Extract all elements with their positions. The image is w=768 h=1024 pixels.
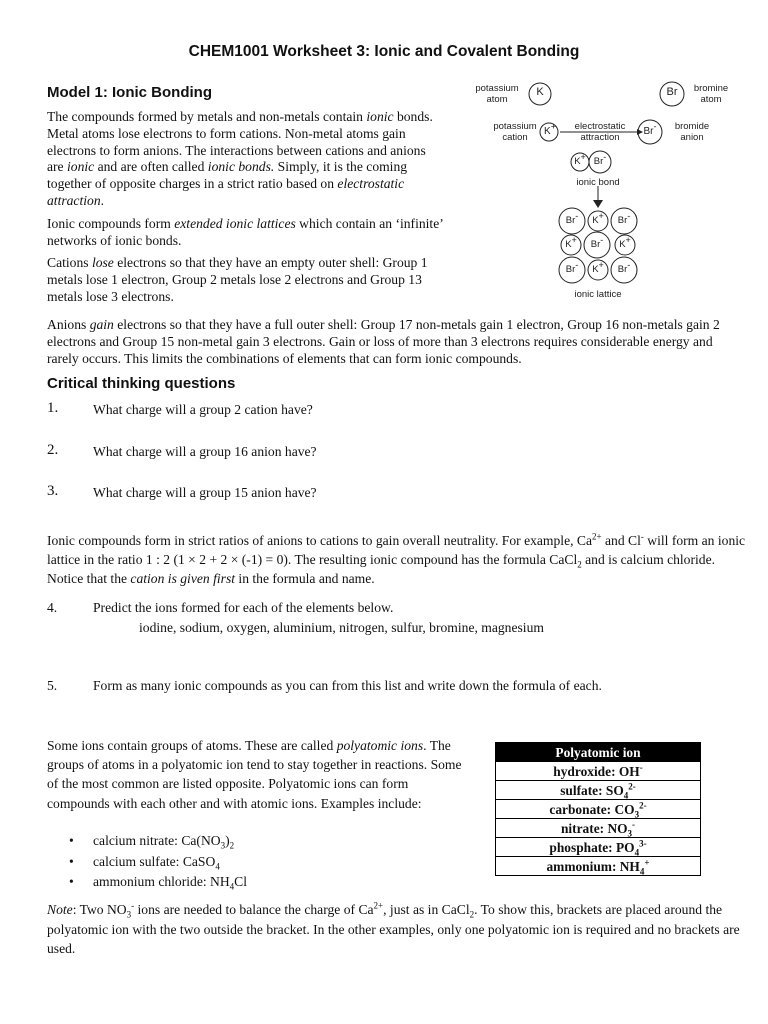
example-calcium-sulfate: • calcium sulfate: CaSO$_4$ [47,852,472,873]
bromine-atom-label: bromine atom [693,83,729,105]
table-row: nitrate: $NO_3^-$ [496,819,701,838]
table-row: phosphate: $PO_4^{3-}$ [496,838,701,857]
note-paragraph: Note: Two $NO_3^-$ ions are needed to balance the charge of $Ca^{2+}$, just as in CaCl$_2$. To show this, brackets are placed around the polyatomic ion with the two outside the bracket. In the other examples, only one polyatomic ion is required and no brackets are used. [47,900,740,956]
question-4-elements: iodine, sodium, oxygen, aluminium, nitrogen, sulfur, bromine, magnesium [139,620,544,635]
ionic-bonding-svg [465,78,755,308]
lattice-br: Br- [590,234,604,250]
question-4-number: 4. [47,600,58,615]
lattice-k: K+ [565,234,577,250]
question-3-number: 3. [47,483,59,499]
question-4-text: Predict the ions formed for each of the elements below. [93,600,394,615]
lattice-k: K+ [592,210,604,226]
bond-k-symbol: K+ [574,151,586,167]
question-1-text: What charge will a group 2 cation have? [93,402,313,417]
table-header: Polyatomic ion [496,743,701,762]
question-2-number: 2. [47,442,59,458]
lattice-br: Br- [617,259,631,275]
lattice-k: K+ [592,259,604,275]
bromine-symbol: Br [666,86,678,98]
ionic-lattice-label: ionic lattice [574,289,622,300]
paragraph-polyatomic: Some ions contain groups of atoms. These are called polyatomic ions. The groups of atoms in a polyatomic ion tend to stay together in reactions. Some of the most common are listed opposite. Polyatomic ions can form compounds with each other and with atomic ions. Examples include: [47,738,462,811]
model-1-text [47,109,445,312]
ionic-bonding-diagram [465,78,755,308]
paragraph-ratios: Ionic compounds form in strict ratios of anions to cations to gain overall neutrality. For example, $Ca^{2+}$ and Cl- will form an ionic lattice in the ratio 1 : 2 (1 × 2 + 2 × (-1) = 0). The resulting ionic compound has the formula CaCl$_2$ and is calcium chloride. Notice that the cation is given first in the formula and name. [47,531,746,586]
table-row: ammonium: $NH_4^+$ [496,857,701,876]
question-5-text: Form as many ionic compounds as you can from this list and write down the formula of each. [93,678,602,693]
cation-symbol: K+ [544,121,556,137]
question-3-text: What charge will a group 15 anion have? [93,485,317,500]
example-ammonium-chloride: • ammonium chloride: $NH_4Cl$ [47,872,472,893]
bromide-anion-label: bromide anion [674,121,710,143]
electrostatic-label: electrostatic attraction [574,121,626,143]
table-row: sulfate: $SO_4^{2-}$ [496,781,701,800]
polyatomic-ion-table [495,742,701,876]
polyatomic-examples [47,831,472,893]
lattice-br: Br- [617,210,631,226]
page-title: CHEM1001 Worksheet 3: Ionic and Covalent Bonding [188,43,580,60]
critical-thinking-heading: Critical thinking questions [47,375,236,392]
paragraph-cations: Cations lose electrons so that they have an empty outer shell: Group 1 metals lose 1 electron, Group 2 metals lose 2 electrons and Group 13 metals lose 3 electrons. [47,255,428,304]
lattice-br: Br- [565,259,579,275]
paragraph-anions: Anions gain electrons so that they have a full outer shell: Group 17 non-metals gain 1 electron, Group 16 non-metals gain 2 electrons and Group 15 non-metal gain 3 electrons. Gain or loss of more than 3 electrons requires considerable energy and rarely occurs. This limits the combinations of elements that can form ionic compounds. [47,317,720,366]
model-1-heading: Model 1: Ionic Bonding [47,84,212,101]
table-row: carbonate: $CO_3^{2-}$ [496,800,701,819]
question-2-text: What charge will a group 16 anion have? [93,444,317,459]
ionic-bond-label: ionic bond [576,177,620,188]
potassium-symbol: K [536,86,544,98]
question-1-number: 1. [47,400,59,416]
potassium-cation-label: potassium cation [493,121,537,143]
bond-br-symbol: Br- [593,151,607,167]
lattice-br: Br- [565,210,579,226]
lattice-k: K+ [619,234,631,250]
paragraph-ionic-bonds: The compounds formed by metals and non-metals contain ionic bonds. Metal atoms lose electrons to form cations. Non-metal atoms gain electrons to form anions. The interactions between cations and anions are ionic and are often called ionic bonds. Simply, it is the coming together of opposite charges in a strict ratio based on electrostatic attraction. [47,109,433,208]
anion-symbol: Br- [643,121,657,137]
potassium-atom-label: potassium atom [475,83,519,105]
question-5-number: 5. [47,678,58,693]
paragraph-lattices: Ionic compounds form extended ionic lattices which contain an ‘infinite’ networks of ionic bonds. [47,215,443,248]
down-arrowhead [593,200,603,208]
table-row: hydroxide: OH- [496,762,701,781]
example-calcium-nitrate: • calcium nitrate: $Ca(NO_3)_2$ [47,831,472,852]
